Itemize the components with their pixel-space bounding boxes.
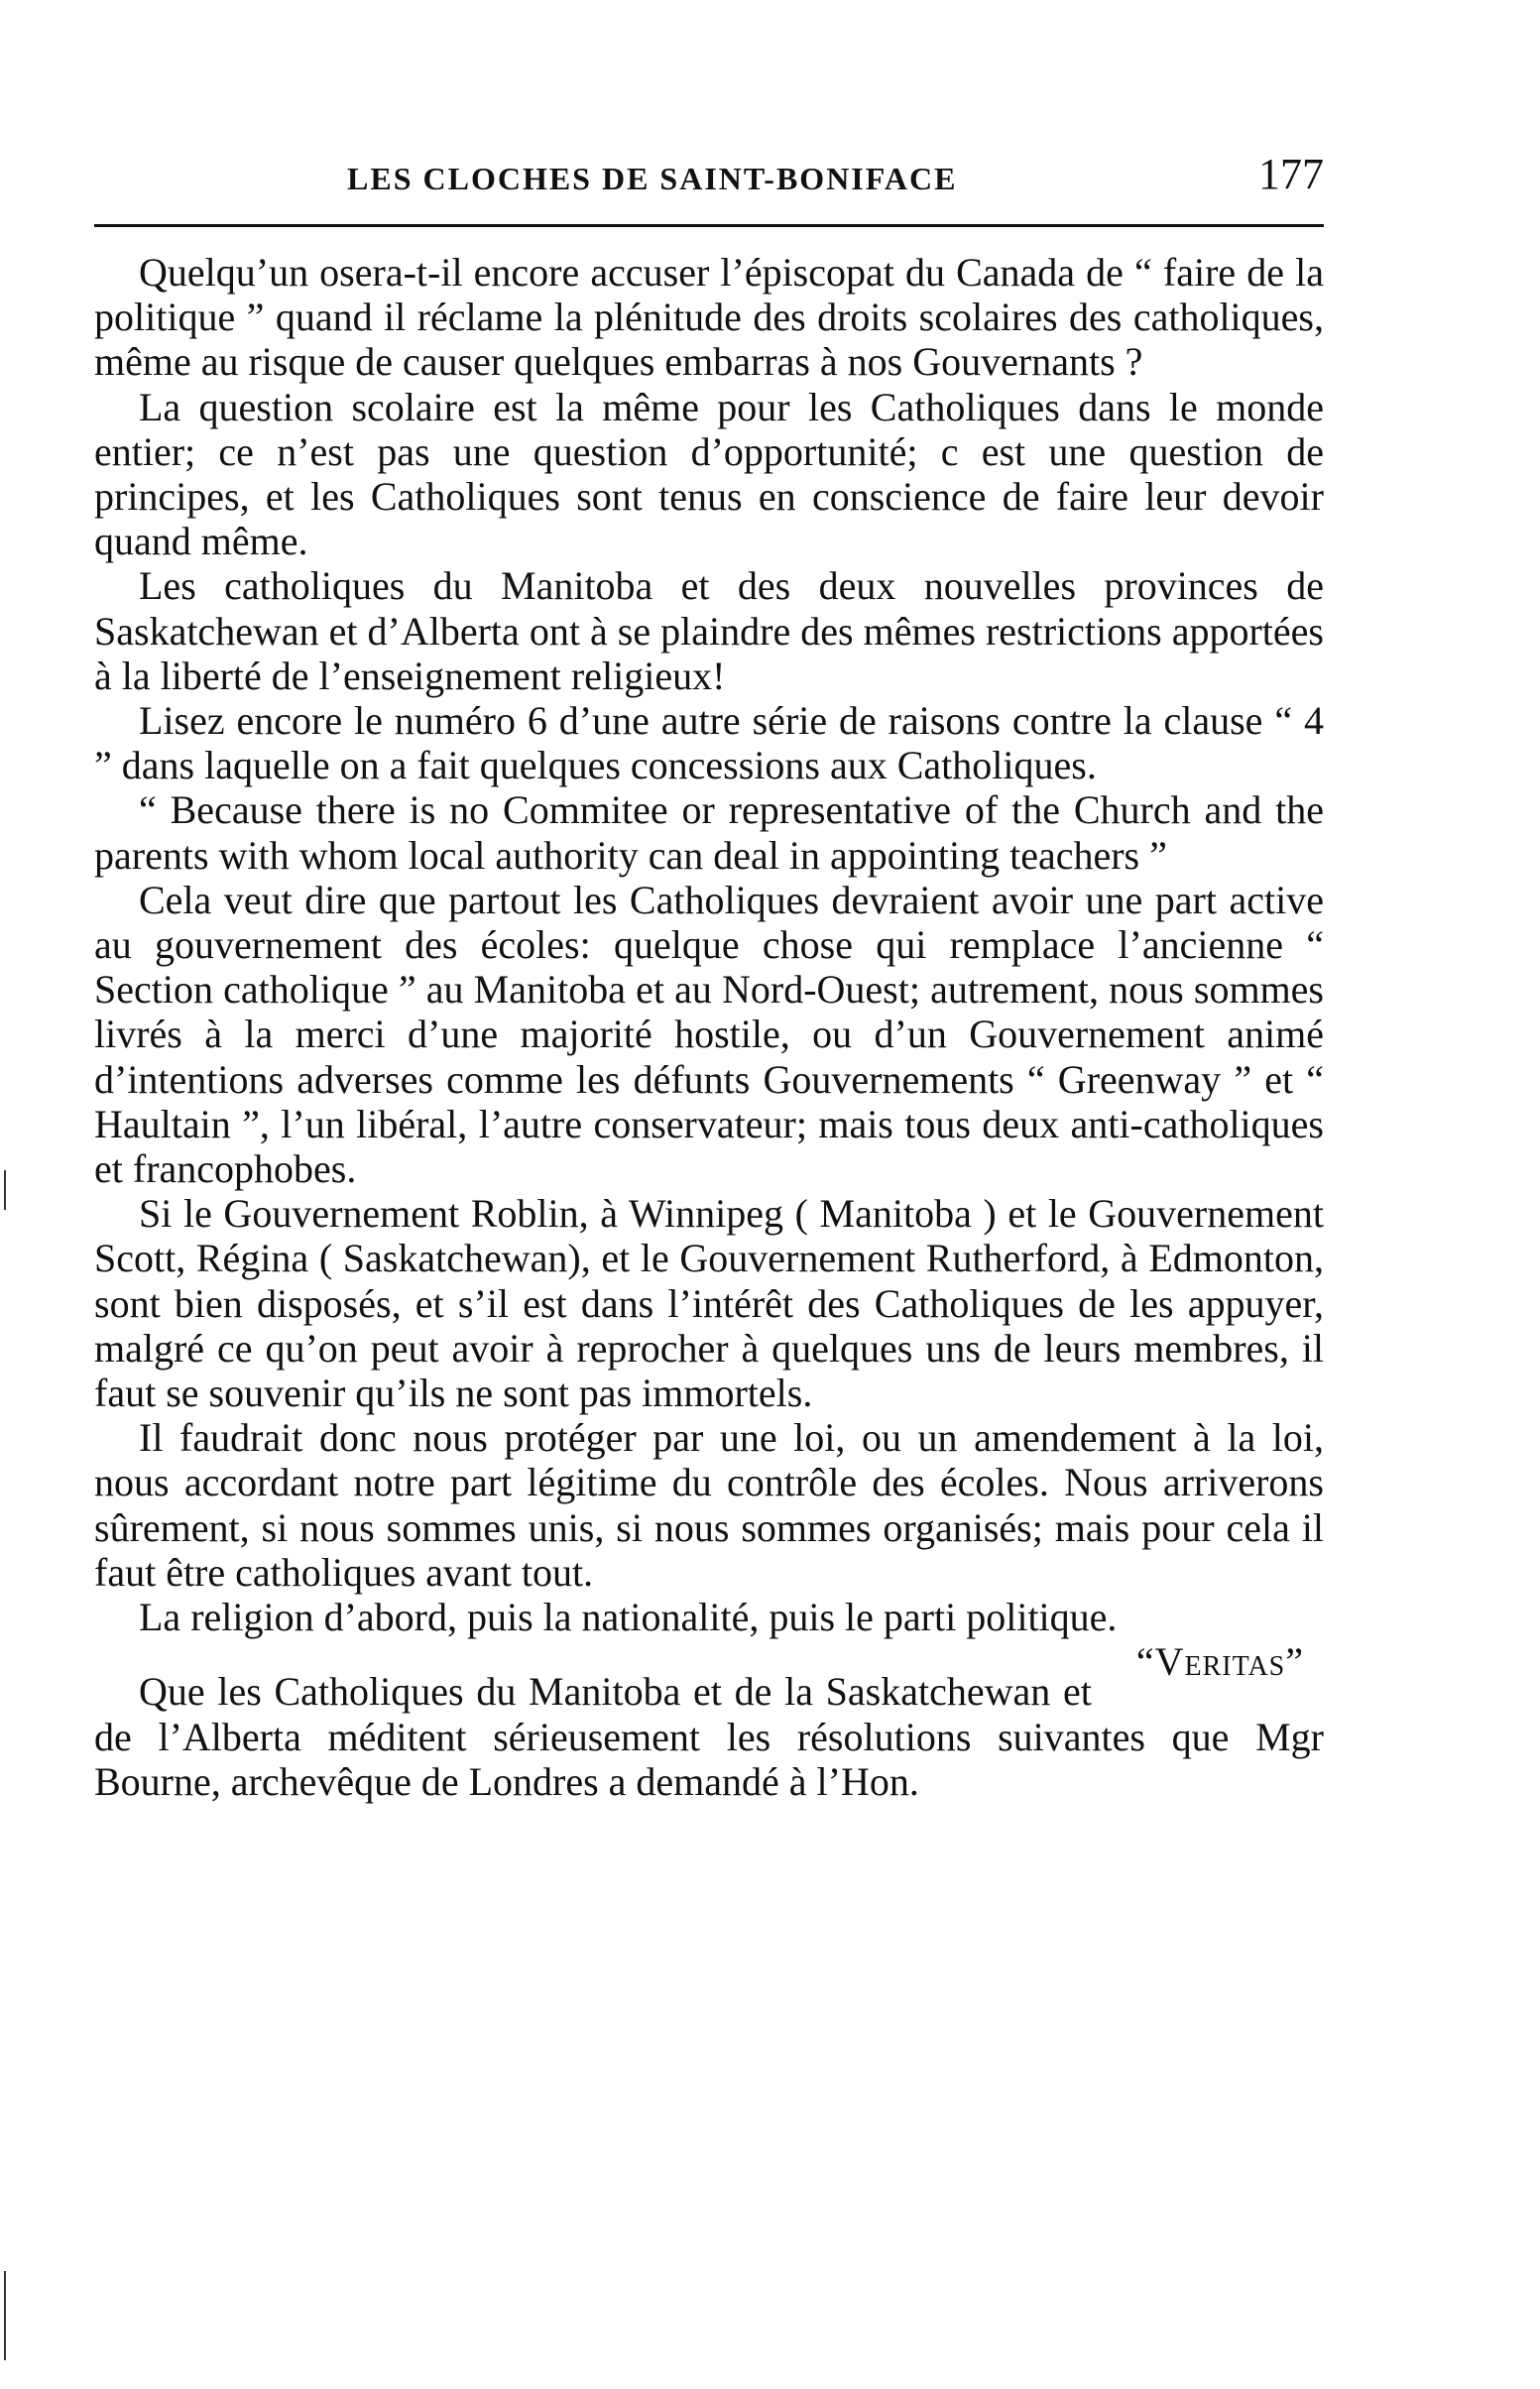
paragraph-3: Les catholiques du Manitoba et des deux nouvelles provinces de Saskatchewan et d’Alberta ont à se plaindre des mêmes restrictions apportées à la liberté de l’enseignement religieux! — [94, 563, 1324, 698]
quoted-paragraph: “ Because there is no Commitee or representative of the Church and the parents with whom local authority can deal in appointing teachers ” — [94, 787, 1324, 878]
margin-scan-mark — [4, 2271, 6, 2360]
running-head — [94, 149, 1324, 208]
header-rule — [94, 224, 1324, 227]
paragraph-7: Si le Gouvernement Roblin, à Winnipeg ( Manitoba ) et le Gouvernement Scott, Régina ( Saskatchewan), et le Gouvernement Rutherford, à Edmonton, sont bien disposés, et s’il est dans l’intérêt des Catholiques de les appuyer, malgré ce qu’on peut avoir à reprocher à quelques uns de leurs membres, il faut se souvenir qu’ils ne sont pas immortels. — [94, 1191, 1324, 1416]
running-title: LES CLOCHES DE SAINT-BONIFACE — [347, 161, 958, 196]
body-text — [94, 250, 1324, 1804]
paragraph-6: Cela veut dire que partout les Catholiques devraient avoir une part active au gouvernement des écoles: quelque chose qui remplace l’ancienne “ Section catholique ” au Manitoba et au Nord-Ouest; autrement, nous sommes livrés à la merci d’une majorité hostile, ou d’un Gouvernement animé d’intentions adverses comme les défunts Gouvernements “ Greenway ” et “ Haultain ”, l’un libéral, l’autre conservateur; mais tous deux anti-catholiques et francophobes. — [94, 877, 1324, 1192]
paragraph-9-text: La religion d’abord, puis la nationalité, puis le parti politique. — [139, 1595, 1118, 1640]
paragraph-1: Quelqu’un osera-t-il encore accuser l’épiscopat du Canada de “ faire de la politique ” quand il réclame la plénitude des droits scolaires des catholiques, même au risque de causer quelques embarras à nos Gouvernants ? — [94, 250, 1324, 385]
closing-paragraph: Que les Catholiques du Manitoba et de la Saskatchewan et de l’Alberta méditent sérieusement les résolutions suivantes que Mgr Bourne, archevêque de Londres a demandé à l’Hon. — [94, 1669, 1324, 1804]
paragraph-8: Il faudrait donc nous protéger par une loi, ou un amendement à la loi, nous accordant notre part légitime du contrôle des écoles. Nous arriverons sûrement, si nous sommes unis, si nous sommes organisés; mais pour cela il faut être catholiques avant tout. — [94, 1415, 1324, 1595]
paragraph-4: Lisez encore le numéro 6 d’une autre série de raisons contre la clause “ 4 ” dans laquelle on a fait quelques concessions aux Catholiques. — [94, 698, 1324, 788]
signature: “Veritas” — [1135, 1639, 1304, 1685]
margin-scan-mark — [4, 1170, 6, 1210]
paragraph-2: La question scolaire est la même pour les Catholiques dans le monde entier; ce n’est pas une question d’opportunité; c est une question de principes, et les Catholiques sont tenus en conscience de faire leur devoir quand même. — [94, 384, 1324, 564]
page-number: 177 — [1258, 150, 1324, 198]
paragraph-9 — [94, 1595, 1324, 1685]
